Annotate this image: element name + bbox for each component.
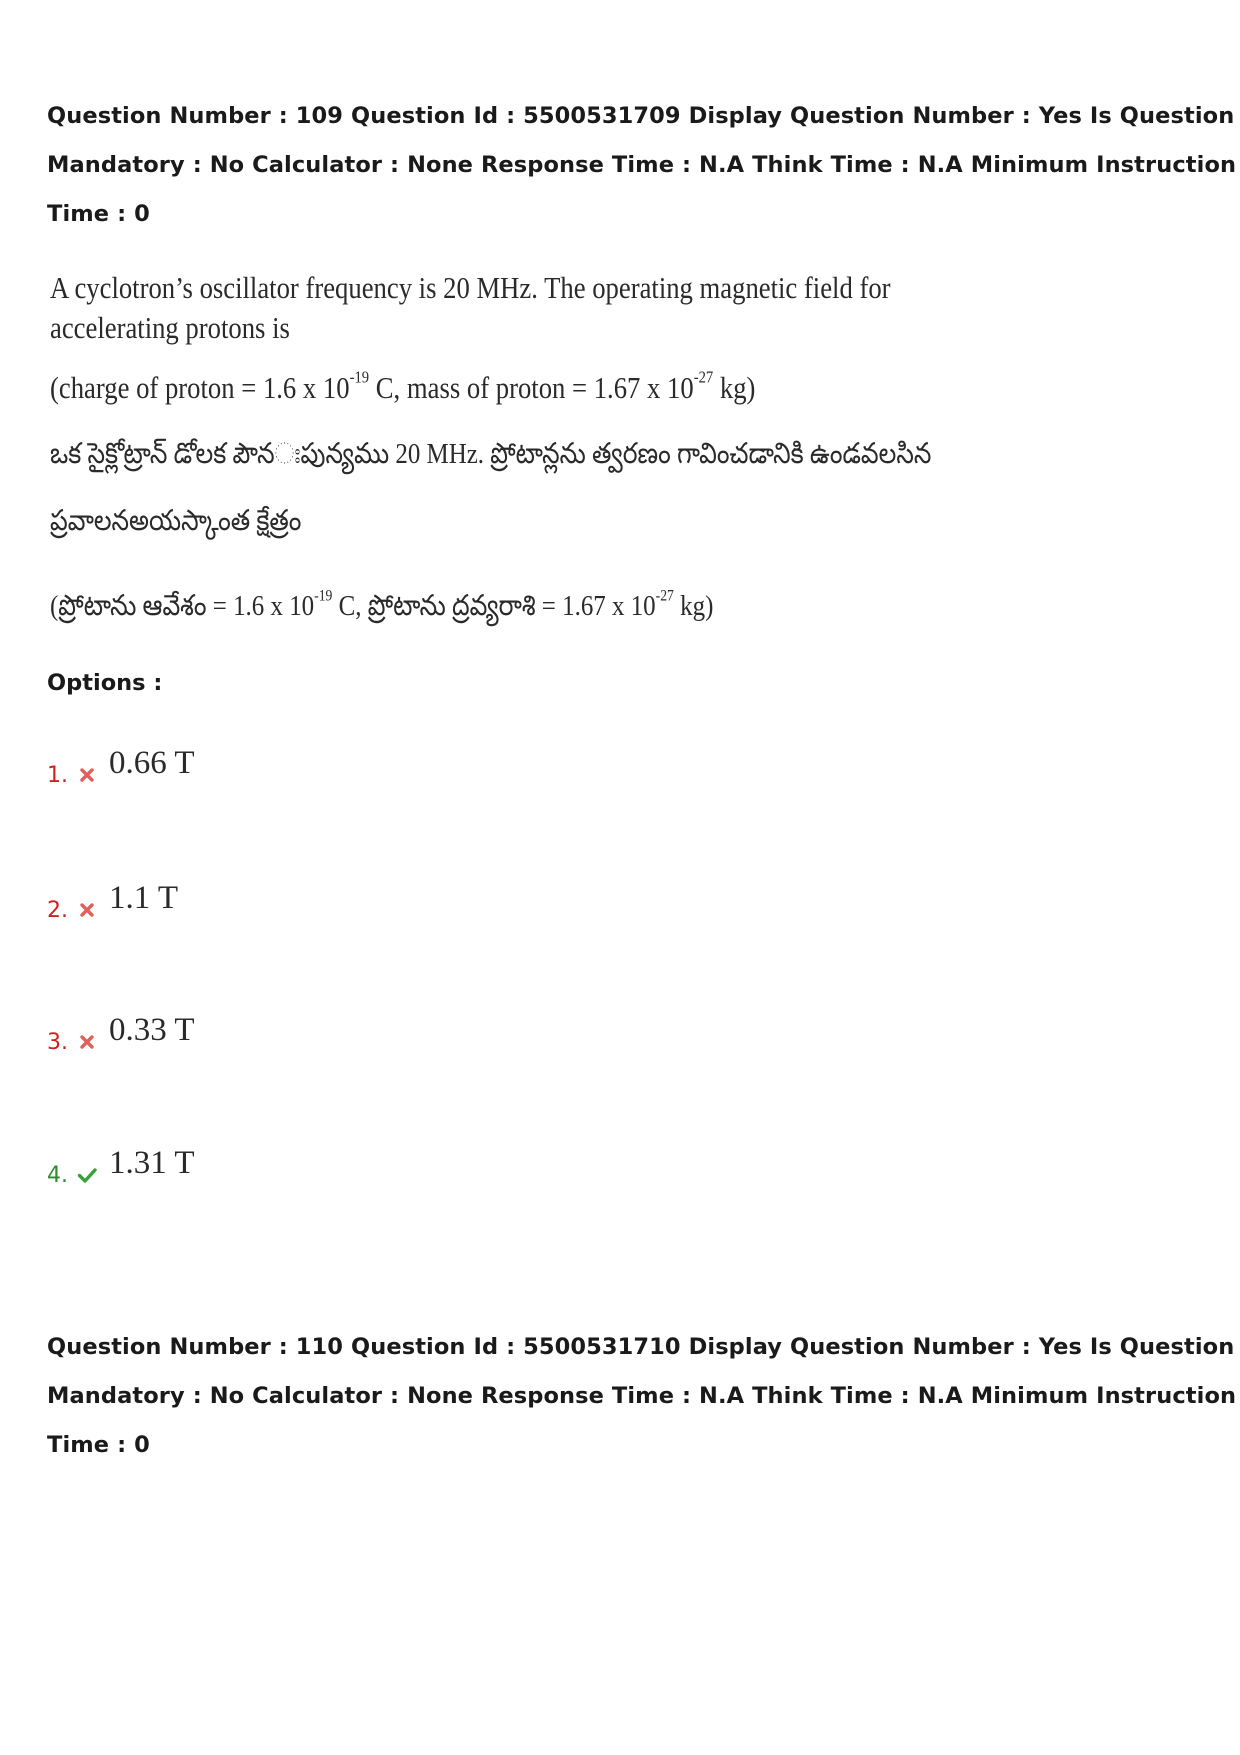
constants-exponent-charge: -19 (349, 367, 370, 387)
question-109-header-line-3: Time : 0 (47, 201, 150, 227)
options-label: Options : (47, 670, 163, 696)
cross-icon (77, 1032, 97, 1052)
option-value: 0.66 T (109, 745, 195, 781)
option-value: 1.1 T (109, 880, 179, 916)
telugu-constants-mid: C, ప్రోటాను ద్రవ్యరాశి = 1.67 x 10 (332, 590, 656, 622)
option-number: 4. (47, 1163, 68, 1188)
option-value: 1.31 T (109, 1145, 195, 1181)
constants-text-mid: C, mass of proton = 1.67 x 10 (369, 370, 694, 405)
question-109-header-line-2: Mandatory : No Calculator : None Response Time : N.A Think Time : N.A Minimum Instruction (47, 152, 1237, 178)
question-110-header-line-2: Mandatory : No Calculator : None Response Time : N.A Think Time : N.A Minimum Instruction (47, 1383, 1237, 1409)
option-number: 1. (47, 763, 68, 788)
option-value: 0.33 T (109, 1012, 195, 1048)
constants-text-pre: (charge of proton = 1.6 x 10 (50, 370, 350, 405)
cross-icon (77, 900, 97, 920)
option-number: 3. (47, 1030, 68, 1055)
constants-exponent-mass: -27 (693, 367, 714, 387)
question-telugu-line-2: ప్రవాలనఅయస్కాంత క్షేత్రం (50, 505, 302, 537)
constants-text-post: kg) (713, 370, 756, 405)
question-109-header-line-1: Question Number : 109 Question Id : 5500531709 Display Question Number : Yes Is Question (47, 103, 1235, 129)
telugu-exponent-mass: -27 (655, 587, 674, 605)
question-110-header (47, 1323, 1237, 1470)
question-109-header (47, 92, 1237, 239)
question-110-header-line-1: Question Number : 110 Question Id : 5500531710 Display Question Number : Yes Is Question (47, 1334, 1235, 1360)
telugu-exponent-charge: -19 (314, 587, 333, 605)
question-telugu-line-1: ఒక సైక్లోట్రాన్ డోలక పౌనಃపున్యము 20 MHz. ప్రోటాన్లను త్వరణం గావించడానికి ఉండవలసిన (50, 438, 932, 470)
question-english-constants (50, 367, 756, 406)
question-english-line-1: A cyclotron’s oscillator frequency is 20 MHz. The operating magnetic field for (50, 270, 891, 305)
option-number: 2. (47, 898, 68, 923)
telugu-constants-post: kg) (673, 590, 714, 622)
question-telugu-constants (50, 587, 714, 630)
cross-icon (77, 765, 97, 785)
question-110-header-line-3: Time : 0 (47, 1432, 150, 1458)
question-english-line-2: accelerating protons is (50, 310, 290, 345)
telugu-constants-pre: (ప్రోటాను ఆవేశం = 1.6 x 10 (50, 590, 315, 622)
check-icon (77, 1165, 97, 1185)
